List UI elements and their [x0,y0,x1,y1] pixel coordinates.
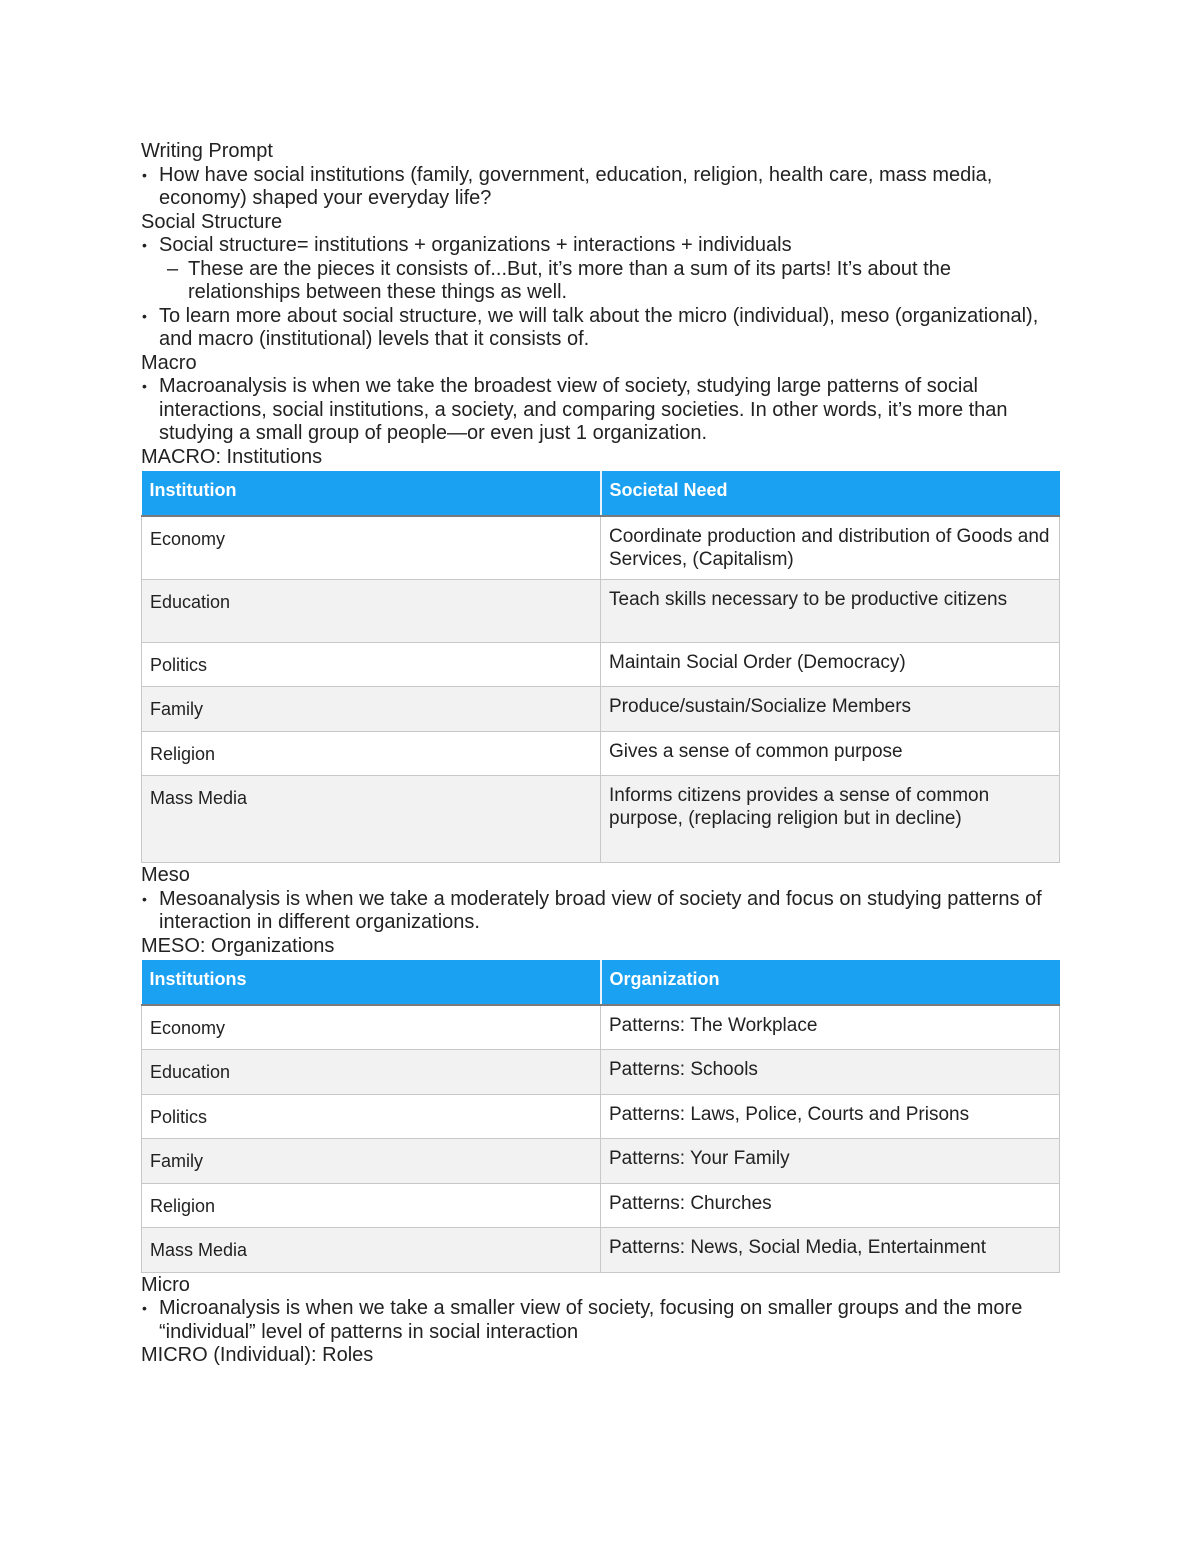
writing-prompt-bullet: • How have social institutions (family, government, education, religion, health care, mass media, economy) shaped your everyday life? [141,164,1059,211]
column-header-organization: Organization [601,960,1060,1005]
table-cell: Family [142,1138,601,1183]
table-row [142,1005,1060,1049]
table-cell: Patterns: Churches [601,1183,1060,1227]
table-row [142,580,1060,643]
table-header-row [142,960,1060,1005]
table-cell: Family [142,687,601,732]
macro-list [141,375,1059,446]
table-cell: Patterns: Laws, Police, Courts and Prisons [601,1094,1060,1138]
table-cell: Economy [142,516,601,580]
table-cell: Patterns: The Workplace [601,1005,1060,1049]
table-row [142,1138,1060,1183]
table-cell: Education [142,1049,601,1094]
table-row [142,687,1060,732]
social-structure-levels-bullet: • To learn more about social structure, we will talk about the micro (individual), meso (organizational), and macro (institutional) levels that it consists of. [141,305,1059,352]
meso-bullet: • Mesoanalysis is when we take a moderately broad view of society and focus on studying patterns of interaction in different organizations. [141,888,1059,935]
table-row [142,776,1060,863]
table-row [142,1094,1060,1138]
table-cell: Patterns: Your Family [601,1138,1060,1183]
table-row [142,1049,1060,1094]
table-cell: Religion [142,732,601,776]
social-structure-subbullet: – These are the pieces it consists of...But, it’s more than a sum of its parts! It’s about the relationships between these things as well. [159,258,1059,305]
table-header-row [142,471,1060,516]
meso-organizations-table [141,960,1060,1273]
macro-institutions-table [141,471,1060,863]
micro-bullet: • Microanalysis is when we take a smaller view of society, focusing on smaller groups and the more “individual” level of patterns in social interaction [141,1297,1059,1344]
social-structure-sublist [159,258,1059,305]
micro-heading: Micro [141,1273,190,1296]
writing-prompt-heading: Writing Prompt [141,140,273,162]
table-cell: Informs citizens provides a sense of common purpose, (replacing religion but in decline) [601,776,1060,863]
social-structure-definition: Social structure= institutions + organizations + interactions + individuals [159,234,792,256]
table-cell: Religion [142,1183,601,1227]
meso-list [141,888,1059,935]
micro-list [141,1297,1059,1344]
micro-roles-title: MICRO (Individual): Roles [141,1344,374,1366]
social-structure-heading: Social Structure [141,210,283,233]
column-header-societal-need: Societal Need [601,471,1060,516]
column-header-institution: Institution [142,471,601,516]
meso-table-title: MESO: Organizations [141,934,335,957]
table-row [142,643,1060,687]
table-row [142,1227,1060,1272]
social-structure-list [141,234,1059,352]
macro-table-title: MACRO: Institutions [141,445,323,468]
macro-heading: Macro [141,351,197,374]
writing-prompt-list [141,164,1059,211]
column-header-institutions: Institutions [142,960,601,1005]
table-cell: Mass Media [142,776,601,863]
table-cell: Politics [142,643,601,687]
table-row [142,1183,1060,1227]
macro-bullet: • Macroanalysis is when we take the broadest view of society, studying large patterns of social interactions, social institutions, a society, and comparing societies. In other words, it’s more than studying a small group of people—or even just 1 organization. [141,375,1059,446]
table-cell: Politics [142,1094,601,1138]
table-cell: Gives a sense of common purpose [601,732,1060,776]
meso-heading: Meso [141,864,190,886]
document-page [141,140,1059,1368]
table-cell: Mass Media [142,1227,601,1272]
table-cell: Maintain Social Order (Democracy) [601,643,1060,687]
table-cell: Economy [142,1005,601,1049]
table-row [142,516,1060,580]
table-cell: Patterns: Schools [601,1049,1060,1094]
table-cell: Education [142,580,601,643]
table-cell: Teach skills necessary to be productive citizens [601,580,1060,643]
table-row [142,732,1060,776]
table-cell: Coordinate production and distribution of Goods and Services, (Capitalism) [601,516,1060,580]
table-cell: Produce/sustain/Socialize Members [601,687,1060,732]
table-cell: Patterns: News, Social Media, Entertainment [601,1227,1060,1272]
social-structure-bullet [141,234,1059,305]
